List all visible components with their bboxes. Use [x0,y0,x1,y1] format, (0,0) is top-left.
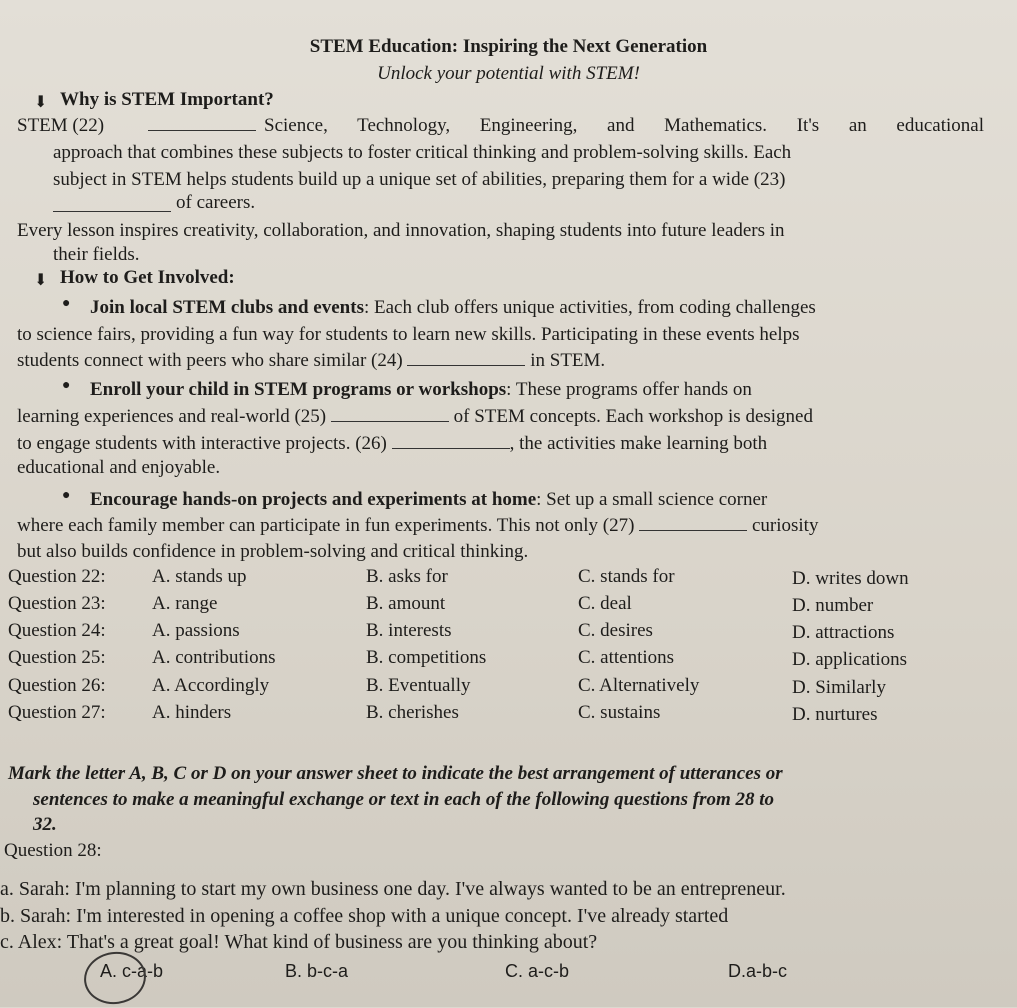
option-d[interactable]: D. nurtures [792,704,878,725]
answer-blank-25 [331,407,449,422]
option-c[interactable]: C. desires [578,620,653,641]
stem-line-2: approach that combines these subjects to foster critical thinking and problem-solving skills. Each [53,142,792,163]
bullet-icon: ● [62,296,71,311]
option-d[interactable]: D. number [792,595,874,616]
bullet-icon: ● [62,378,71,393]
page-subtitle: Unlock your potential with STEM! [377,63,640,84]
instruction-line-2: sentences to make a meaningful exchange or text in each of the following questions from 28 to [33,789,775,810]
question-label: Question 26: [8,675,106,696]
question-label: Question 25: [8,647,106,668]
option-a[interactable]: A. stands up [152,566,247,587]
stem-line-1-end: Science, Technology, Engineering, and Mathematics. It's an educational [264,115,984,136]
question-label: Question 23: [8,593,106,614]
question-28-label: Question 28: [4,840,102,861]
bullet3-line3: but also builds confidence in problem-solving and critical thinking. [17,541,529,562]
option-a[interactable]: A. passions [152,620,240,641]
bullet2-line4: educational and enjoyable. [17,457,221,478]
option-a[interactable]: A. hinders [152,702,232,723]
bullet3-line1: Encourage hands-on projects and experiments at home: Set up a small science corner [90,489,768,510]
answer-blank-27 [639,516,747,531]
bullet2-line1: Enroll your child in STEM programs or workshops: These programs offer hands on [90,379,752,400]
section-heading-why: Why is STEM Important? [60,89,274,110]
q28-option-a[interactable]: A. c-a-b [100,961,164,981]
bullet1-line1: Join local STEM clubs and events: Each club offers unique activities, from coding challenges [90,297,816,318]
bullet2-line2: learning experiences and real-world (25) of STEM concepts. Each workshop is designed [17,406,813,427]
q28-option-d[interactable]: D.a-b-c [728,961,788,981]
answer-blank-22 [148,115,256,137]
stem-line-4: of careers. [176,192,256,213]
stem-line-1-start: STEM (22) [17,115,105,136]
option-c[interactable]: C. Alternatively [578,675,700,696]
stem-line-3: subject in STEM helps students build up a unique set of abilities, preparing them for a wide (23) [53,169,786,190]
option-c[interactable]: C. stands for [578,566,675,587]
bullet3-line2: where each family member can participate in fun experiments. This not only (27) curiosity [17,515,819,536]
down-arrow-icon: ⬇ [34,272,48,289]
section-heading-involved: How to Get Involved: [60,267,235,288]
option-b[interactable]: B. competitions [366,647,487,668]
answer-blank-24 [407,351,525,366]
option-b[interactable]: B. asks for [366,566,448,587]
instruction-line-1: Mark the letter A, B, C or D on your answer sheet to indicate the best arrangement of utterances or [8,763,783,784]
option-d[interactable]: D. attractions [792,622,895,643]
option-a[interactable]: A. range [152,593,218,614]
option-b[interactable]: B. cherishes [366,702,459,723]
q28-option-b[interactable]: B. b-c-a [285,961,349,981]
answer-blank-26 [392,434,510,449]
option-b[interactable]: B. Eventually [366,675,471,696]
option-c[interactable]: C. attentions [578,647,675,668]
question-label: Question 27: [8,702,106,723]
option-a[interactable]: A. Accordingly [152,675,270,696]
option-a[interactable]: A. contributions [152,647,276,668]
bullet-icon: ● [62,488,71,503]
page-title: STEM Education: Inspiring the Next Generation [309,36,708,57]
option-d[interactable]: D. writes down [792,568,909,589]
answer-blank-23 [53,196,171,218]
question-label: Question 24: [8,620,106,641]
bullet1-line3: students connect with peers who share similar (24) in STEM. [17,350,606,371]
q28-utterance-b: b. Sarah: I'm interested in opening a coffee shop with a unique concept. I've already started [0,905,729,927]
q28-utterance-a: a. Sarah: I'm planning to start my own business one day. I've always wanted to be an entrepreneur. [0,878,786,900]
option-c[interactable]: C. sustains [578,702,661,723]
q28-utterance-c: c. Alex: That's a great goal! What kind of business are you thinking about? [0,931,598,953]
option-b[interactable]: B. amount [366,593,446,614]
instruction-line-3: 32. [33,814,57,835]
down-arrow-icon: ⬇ [34,94,48,111]
stem-line-5: Every lesson inspires creativity, collaboration, and innovation, shaping students into future leaders in [17,220,785,241]
question-label: Question 22: [8,566,106,587]
option-b[interactable]: B. interests [366,620,452,641]
stem-line-6: their fields. [53,244,140,265]
answer-circle-mark [81,948,150,1008]
bullet1-line2: to science fairs, providing a fun way for students to learn new skills. Participating in these events helps [17,324,800,345]
option-c[interactable]: C. deal [578,593,632,614]
q28-option-c[interactable]: C. a-c-b [505,961,570,981]
option-d[interactable]: D. applications [792,649,908,670]
bullet2-line3: to engage students with interactive projects. (26) , the activities make learning both [17,433,768,454]
option-d[interactable]: D. Similarly [792,677,886,698]
